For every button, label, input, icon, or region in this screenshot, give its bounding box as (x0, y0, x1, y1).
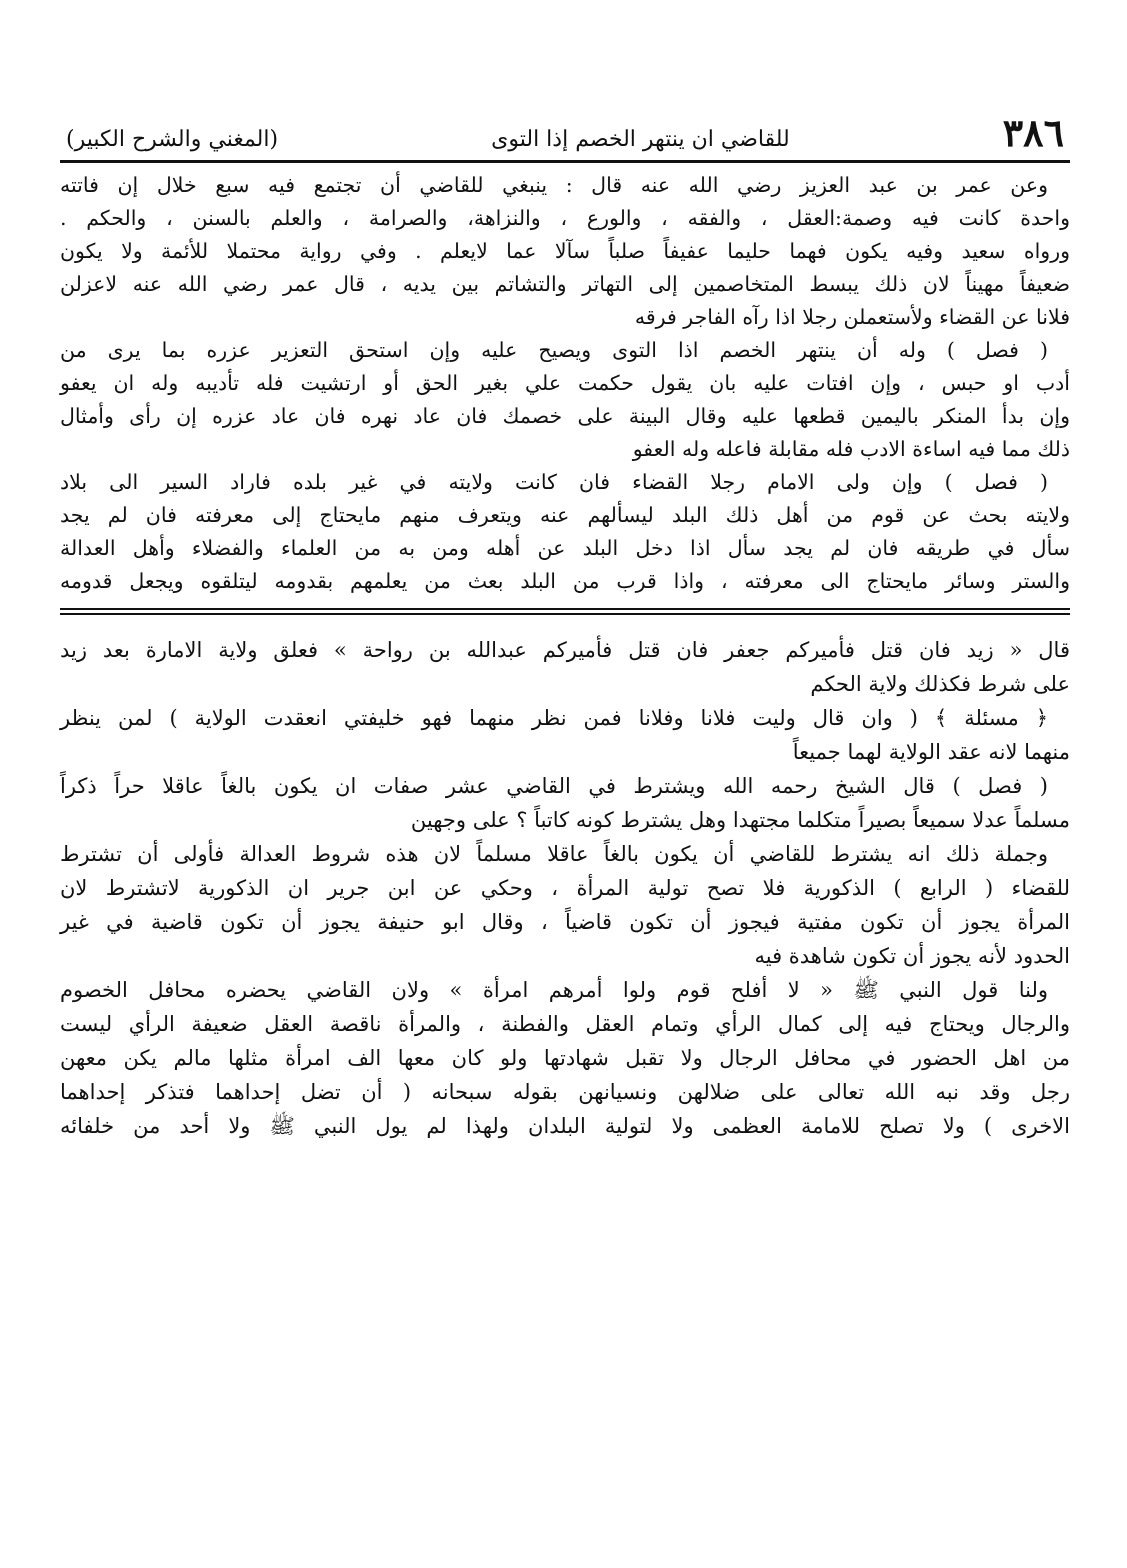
text-line: قال « زيد فان قتل فأميركم جعفر فان قتل فأميركم عبدالله بن رواحة » فعلق ولاية الامارة بعد زيد (60, 638, 1070, 662)
page-number: ٣٨٦ (1002, 110, 1064, 155)
text-line: ( فصل ) وإن ولى الامام رجلا القضاء فان كانت ولايته في غير بلده فاراد السير الى بلاد (60, 470, 1048, 494)
text-line: فلانا عن القضاء ولأستعملن رجلا اذا رآه الفاجر فرقه (634, 305, 1070, 329)
text-line: للقضاء ( الرابع ) الذكورية فلا تصح تولية المرأة ، وحكي عن ابن جرير ان الذكورية لاتشترط لان (60, 876, 1070, 900)
text-line: أدب او حبس ، وإن افتات عليه بان يقول حكمت علي بغير الحق أو ارتشيت فله تأديبه وله ان يعفو (60, 371, 1070, 395)
text-line: وعن عمر بن عبد العزيز رضي الله عنه قال : ينبغي للقاضي أن تجتمع فيه سبع خلال إن فاتته (60, 173, 1048, 197)
text-line: ﴿ مسئلة ﴾ ( وان قال وليت فلانا وفلانا فمن نظر منهما فهو خليفتي انعقدت الولاية ) لمن ينظر (60, 706, 1048, 730)
text-line: رجل وقد نبه الله تعالى على ضلالهن ونسيانهن بقوله سبحانه ( أن تضل إحداهما فتذكر إحداهما (60, 1080, 1070, 1104)
text-line: ( فصل ) وله أن ينتهر الخصم اذا التوى ويصيح عليه وإن استحق التعزير عزره بما يرى من (60, 338, 1048, 362)
text-line: ( فصل ) قال الشيخ رحمه الله ويشترط في القاضي عشر صفات ان يكون بالغاً عاقلا حراً ذكراً (60, 774, 1048, 798)
text-line: وإن بدأ المنكر باليمين قطعها عليه وقال البينة على خصمك فان عاد نهره فان عاد عزره إن رأى وأمثال (60, 404, 1070, 428)
page-header (60, 110, 1070, 154)
text-line: مسلماً عدلا سميعاً بصيراً متكلما مجتهدا وهل يشترط كونه كاتباً ؟ على وجهين (410, 808, 1070, 832)
text-line: المرأة يجوز أن تكون مفتية فيجوز أن تكون قاضياً ، وقال ابو حنيفة يجوز أن تكون قاضية في غير (60, 910, 1070, 934)
text-line: والستر وسائر مايحتاج الى معرفته ، واذا قرب من البلد بعث من يعلمهم بقدومه ليتلقوه ويجعل قدومه (60, 569, 1070, 593)
book-title: (المغني والشرح الكبير) (66, 127, 279, 152)
header-rule (60, 160, 1070, 163)
text-line: ولنا قول النبي ﷺ « لا أفلح قوم ولوا أمرهم امرأة » ولان القاضي يحضره محافل الخصوم (60, 978, 1048, 1002)
commentary-text (60, 633, 1070, 1143)
text-line: الحدود لأنه يجوز أن تكون شاهدة فيه (754, 944, 1070, 968)
text-line: واحدة كانت فيه وصمة:العقل ، والفقه ، والورع ، والنزاهة، والصرامة ، والعلم بالسنن ، والحكم . (60, 206, 1070, 230)
text-line: والرجال ويحتاج فيه إلى كمال الرأي وتمام العقل والفطنة ، والمرأة ناقصة العقل ضعيفة الرأي ليست (60, 1012, 1070, 1036)
text-line: من اهل الحضور في محافل الرجال ولا تقبل شهادتها ولو كان معها الف امرأة مثلها مالم يكن معهن (60, 1046, 1070, 1070)
text-line: ولايته بحث عن قوم من أهل ذلك البلد ليسألهم عنه ويتعرف منهم مايحتاج إلى معرفته فان لم يجد (60, 503, 1070, 527)
text-line: وجملة ذلك انه يشترط للقاضي أن يكون بالغاً عاقلا مسلماً لان هذه شروط العدالة فأولى أن تشترط (60, 842, 1048, 866)
running-title: للقاضي ان ينتهر الخصم إذا التوى (491, 127, 790, 152)
book-page (60, 110, 1070, 1143)
text-line: منهما لانه عقد الولاية لهما جميعاً (792, 740, 1070, 764)
text-line: على شرط فكذلك ولاية الحكم (810, 672, 1070, 696)
text-line: سأل في طريقه فان لم يجد سأل اذا دخل البلد عن أهله ومن به من العلماء والفضلاء وأهل العدالة (60, 536, 1070, 560)
section-divider (60, 608, 1070, 615)
text-line: الاخرى ) ولا تصلح للامامة العظمى ولا لتولية البلدان ولهذا لم يول النبي ﷺ ولا أحد من خلفائه (60, 1114, 1070, 1138)
main-text (60, 169, 1070, 598)
text-line: ورواه سعيد وفيه يكون فهما حليما عفيفاً صلباً سآلا عما لايعلم . وفي رواية محتملا للأئمة ولا يكون (60, 239, 1070, 263)
text-line: ذلك مما فيه اساءة الادب فله مقابلة فاعله وله العفو (632, 437, 1070, 461)
text-line: ضعيفاً مهيناً لان ذلك يبسط المتخاصمين إلى التهاتر والتشاتم بين يديه ، قال عمر رضي الله عنه لاعزلن (60, 272, 1070, 296)
